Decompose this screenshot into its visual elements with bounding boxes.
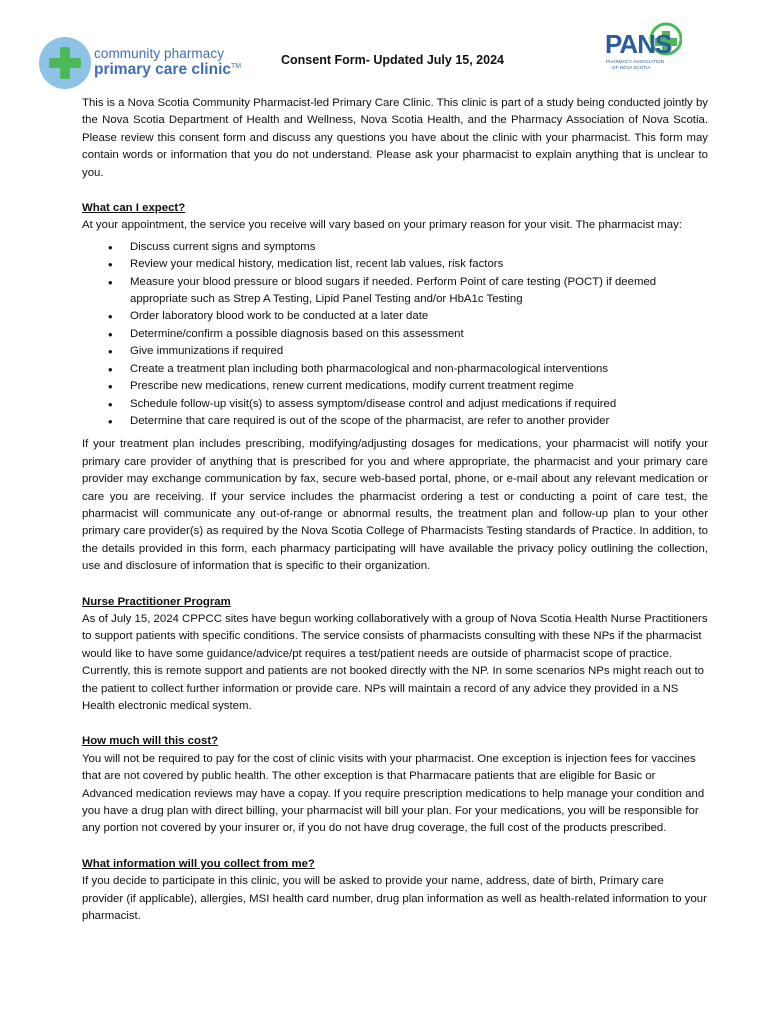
logo-trademark: TM [231, 62, 242, 70]
list-item: • Determine/confirm a possible diagnosis based on this assessment [130, 326, 708, 343]
logo-line1: community pharmacy [94, 46, 225, 61]
expect-lead: At your appointment, the service you receive will vary based on your primary reason for your visit. The pharmacist may: [82, 219, 682, 232]
expect-list [82, 239, 708, 430]
cost-heading: How much will this cost? [82, 735, 219, 748]
list-item: • Order laboratory blood work to be conducted at a later date [130, 308, 708, 325]
list-item: • Prescribe new medications, renew current medications, modify current treatment regime [130, 378, 708, 395]
pans-tagline-2: OF NOVA SCOTIA [612, 65, 651, 70]
expect-heading: What can I expect? [82, 202, 186, 215]
info-paragraph: If you decide to participate in this clinic, you will be asked to provide your name, address, date of birth, Primary care provider (if applicable), allergies, MSI health card number, drug plan information as well as health-related information to your pharmacist. [82, 875, 707, 923]
list-item: • Give immunizations if required [130, 343, 708, 360]
info-heading: What information will you collect from me? [82, 857, 315, 870]
cost-paragraph: You will not be required to pay for the cost of clinic visits with your pharmacist. One exception is injection fees for vaccines that are not covered by public health. The other exception is that Pharmacare patients that are eligible for Basic or Advanced medication reviews may have a copay. If you require prescription medications to help manage your condition and you have a drug plan with direct billing, your pharmacist will bill your plan. For your medications, you will be responsible for any portion not covered by your insurer or, if you do not have drug coverage, the full cost of the products prescribed. [82, 752, 705, 835]
list-item: • Review your medical history, medication list, recent lab values, risk factors [130, 256, 708, 273]
treatment-plan-paragraph: If your treatment plan includes prescribing, modifying/adjusting dosages for medications, your pharmacist will notify your primary care provider of anything that is prescribed for you and where appropriate, the pharmacist and your primary care provider may exchange communication by fax, secure web-based portal, phone, or e-mail about any relevant medication or care you are receiving. If your service includes the pharmacist ordering a test or conducting a point of care test, the pharmacist will communicate any out-of-range or abnormal results, the treatment plan and follow-up plan to your other primary care provider(s) as required by the Nova Scotia College of Pharmacists Testing standards of Practice. In addition, to the details provided in this form, each pharmacy participating will have available the privacy policy outlining the collection, use and disclosure of information that is specific to their organization. [82, 438, 708, 573]
pans-logo [604, 17, 682, 81]
list-item: • Determine that care required is out of the scope of the pharmacist, are refer to another provider [130, 413, 708, 430]
pans-tagline-1: PHARMACY ASSOCIATION [606, 59, 665, 64]
pans-name: PANS [605, 29, 672, 59]
list-item: • Create a treatment plan including both pharmacological and non-pharmacological interventions [130, 361, 708, 378]
logo-line2: primary care clinic [94, 61, 231, 78]
list-item: • Measure your blood pressure or blood sugars if needed. Perform Point of care testing (POCT) if deemed appropriate such as Strep A Testing, Lipid Panel Testing and/or HbA1c Testing [130, 274, 708, 309]
page-title: Consent Form- Updated July 15, 2024 [281, 53, 504, 67]
nurse-paragraph: As of July 15, 2024 CPPCC sites have begun working collaboratively with a group of Nova Scotia Health Nurse Practitioners to support patients with specific conditions. The service consists of pharmacists consulting with these NPs if the pharmacist would like to have some guidance/advice/pt requires a test/patient needs are outside of pharmacist scope of practice. Currently, this is remote support and patients are not booked directly with the NP. In some scenarios NPs might reach out to the patient to collect further information or provide care. NPs will maintain a record of any advice they provided in a NS Health electronic medical system. [82, 612, 708, 712]
document-body [82, 95, 708, 925]
list-item: • Schedule follow-up visit(s) to assess symptom/disease control and adjust medications if required [130, 396, 708, 413]
intro-paragraph: This is a Nova Scotia Community Pharmacist-led Primary Care Clinic. This clinic is part of a study being conducted jointly by the Nova Scotia Department of Health and Wellness, Nova Scotia Health, and the Pharmacy Association of Nova Scotia. Please review this consent form and discuss any questions you have about the clinic with your pharmacist. This form may contain words or information that you do not understand. Please ask your pharmacist to explain anything that is unclear to you. [82, 97, 708, 179]
community-pharmacy-logo [38, 36, 256, 90]
nurse-heading: Nurse Practitioner Program [82, 595, 231, 608]
list-item: • Discuss current signs and symptoms [130, 239, 708, 256]
